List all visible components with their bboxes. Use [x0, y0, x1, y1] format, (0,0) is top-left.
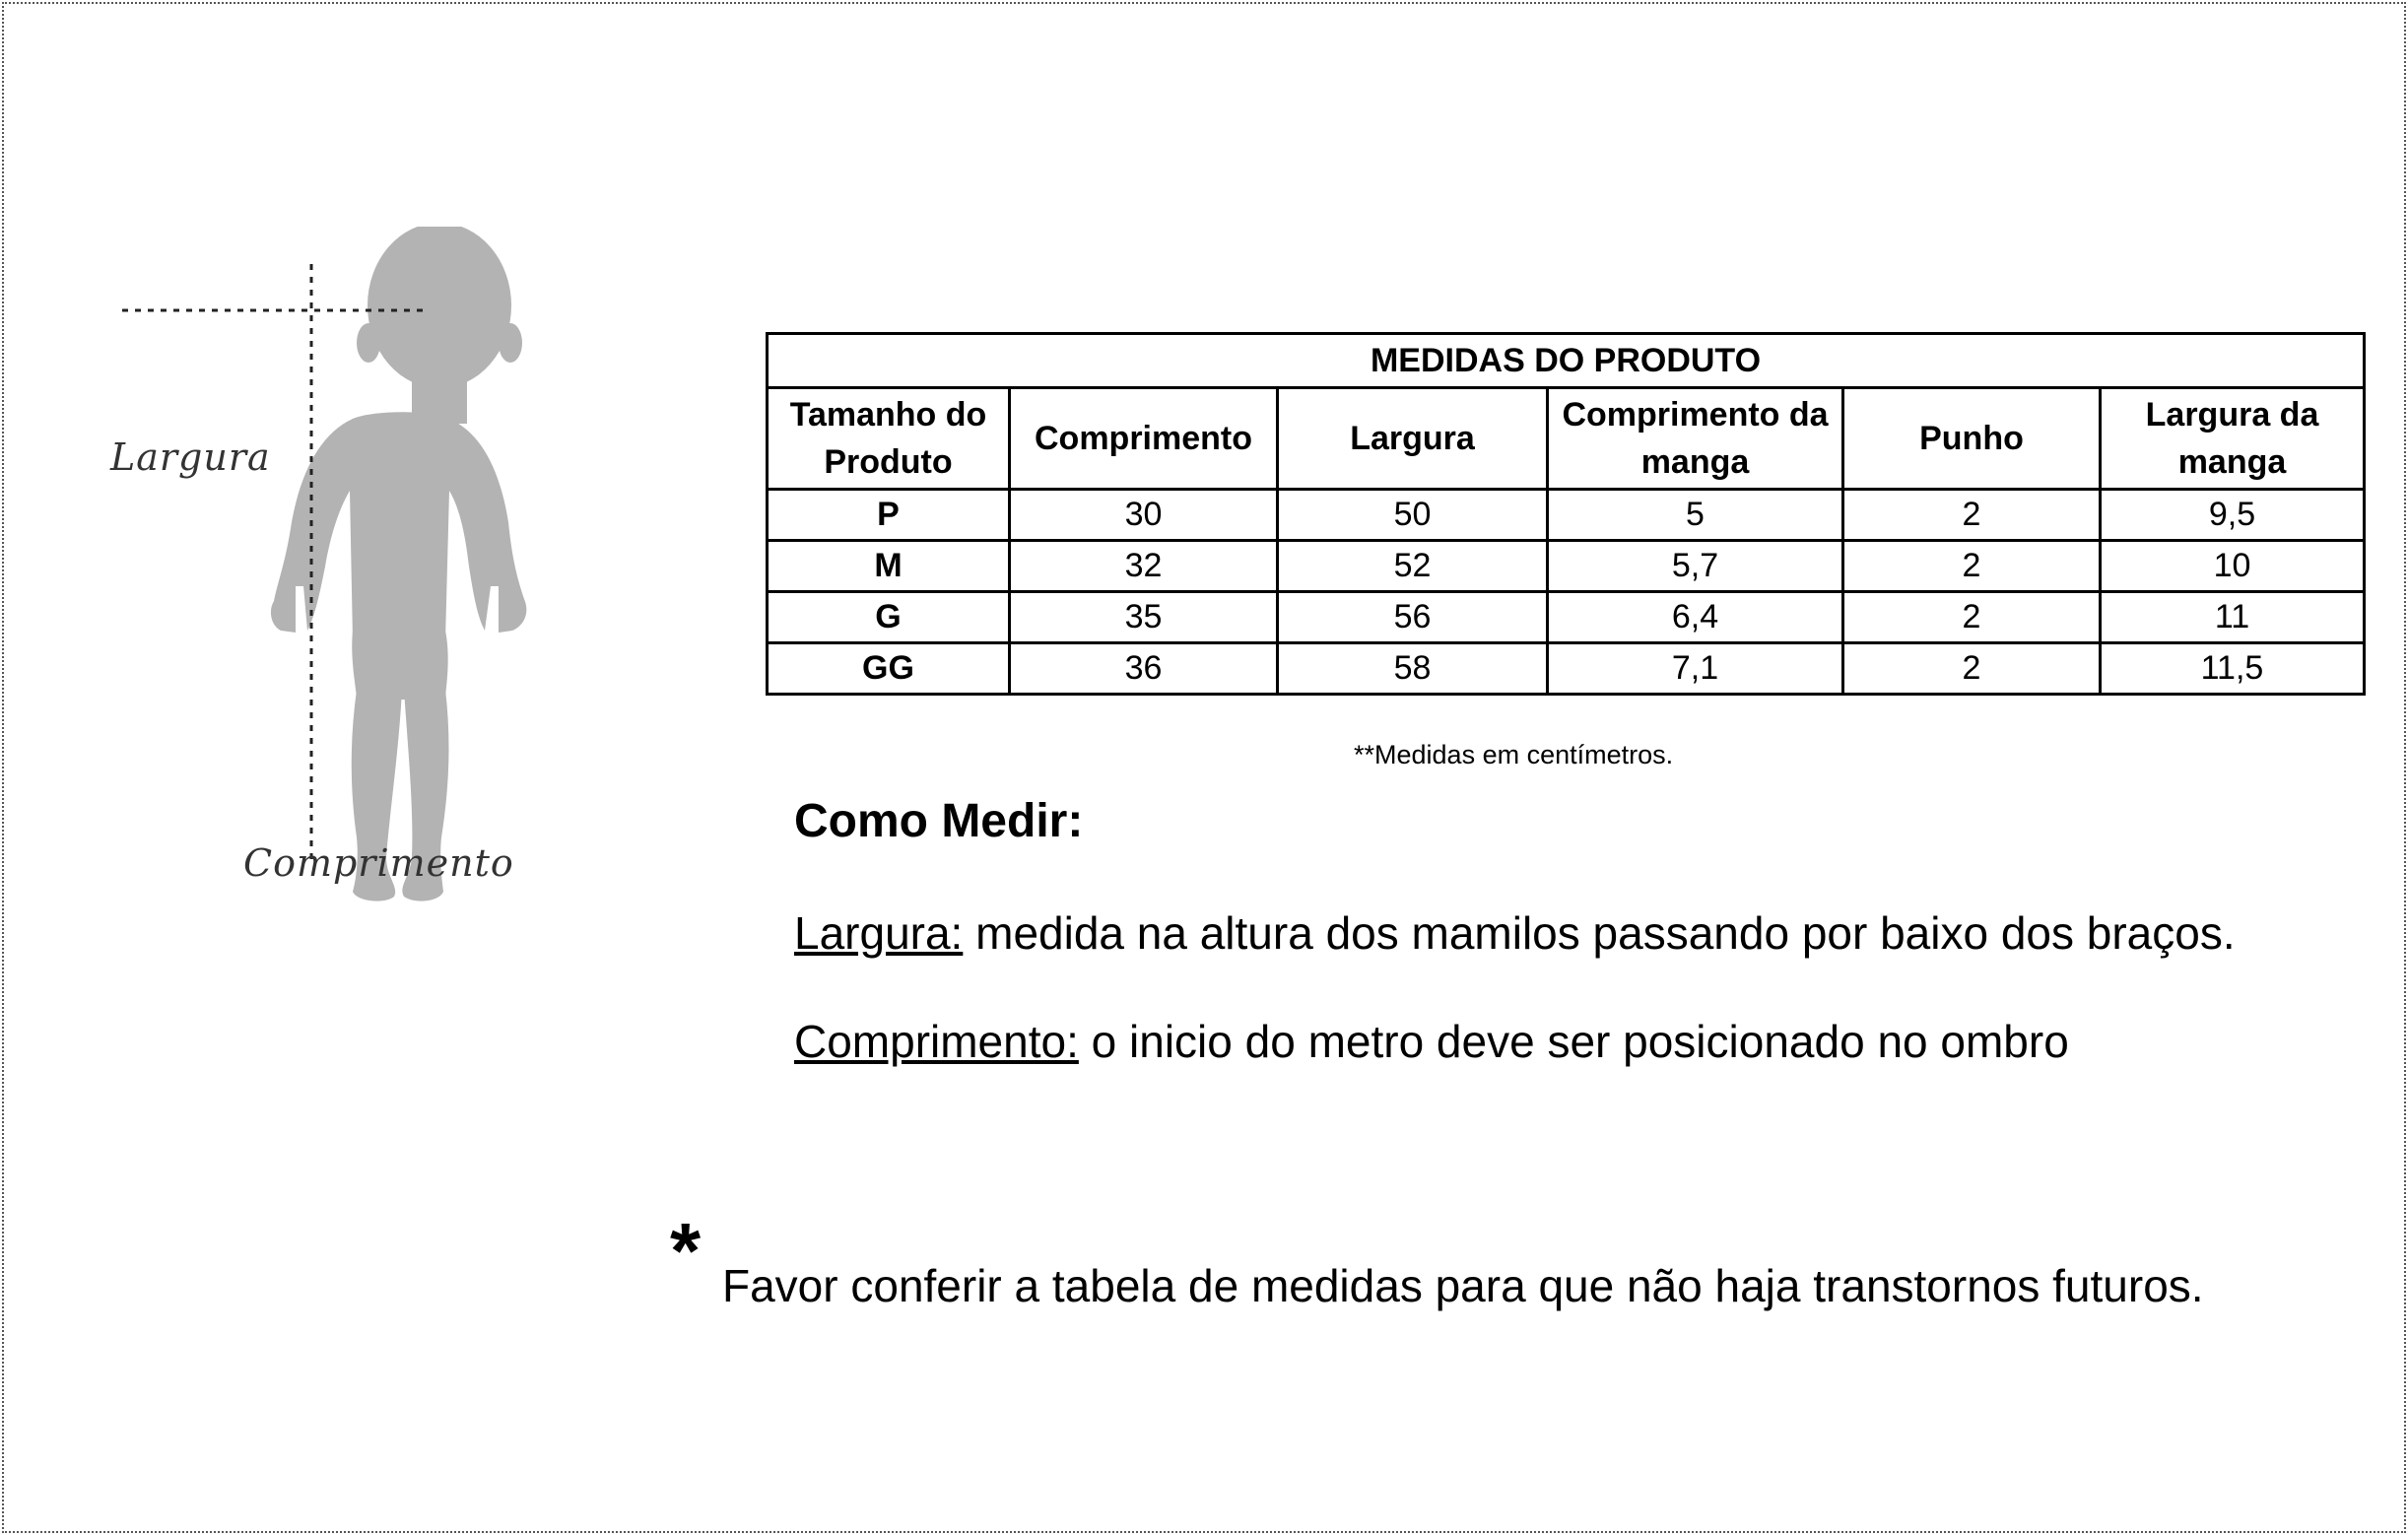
cell-sleeve-width: 10	[2101, 541, 2365, 592]
instruction-largura-term: Largura:	[794, 907, 964, 959]
instruction-largura-text: medida na altura dos mamilos passando por baixo dos braços.	[963, 907, 2236, 959]
baby-silhouette-figure	[99, 227, 650, 916]
units-note: **Medidas em centímetros.	[1354, 740, 1674, 769]
table-title: MEDIDAS DO PRODUTO	[768, 334, 2365, 388]
table-row	[768, 541, 2365, 592]
baby-silhouette-icon	[99, 227, 650, 916]
header-length: Comprimento	[1010, 388, 1278, 490]
cell-size: P	[768, 490, 1010, 541]
instruction-comprimento-term: Comprimento:	[794, 1016, 1079, 1067]
how-to-title: Como Medir:	[794, 795, 1084, 847]
table-row	[768, 592, 2365, 643]
figure-label-comprimento: Comprimento	[243, 841, 514, 885]
header-size: Tamanho do Produto	[768, 388, 1010, 490]
cell-width: 56	[1278, 592, 1548, 643]
instruction-largura	[794, 906, 2236, 960]
warning-text: Favor conferir a tabela de medidas para que não haja transtornos futuros.	[722, 1260, 2204, 1311]
cell-size: M	[768, 541, 1010, 592]
cell-cuff: 2	[1843, 643, 2101, 695]
size-table	[766, 332, 2366, 696]
cell-size: G	[768, 592, 1010, 643]
cell-sleeve-length: 5,7	[1548, 541, 1843, 592]
cell-cuff: 2	[1843, 592, 2101, 643]
figure-label-largura: Largura	[110, 435, 271, 479]
instruction-comprimento-text: o inicio do metro deve ser posicionado no ombro	[1078, 1016, 2069, 1067]
header-sleeve-width: Largura da manga	[2101, 388, 2365, 490]
cell-length: 32	[1010, 541, 1278, 592]
header-cuff: Punho	[1843, 388, 2101, 490]
table-title-row	[768, 334, 2365, 388]
cell-width: 58	[1278, 643, 1548, 695]
cell-sleeve-width: 9,5	[2101, 490, 2365, 541]
cell-sleeve-length: 6,4	[1548, 592, 1843, 643]
cell-width: 50	[1278, 490, 1548, 541]
asterisk-icon: *	[670, 1207, 702, 1295]
cell-cuff: 2	[1843, 490, 2101, 541]
instruction-comprimento	[794, 1015, 2069, 1068]
cell-length: 36	[1010, 643, 1278, 695]
cell-sleeve-length: 5	[1548, 490, 1843, 541]
header-width: Largura	[1278, 388, 1548, 490]
cell-width: 52	[1278, 541, 1548, 592]
cell-size: GG	[768, 643, 1010, 695]
cell-length: 30	[1010, 490, 1278, 541]
table-row	[768, 643, 2365, 695]
table-row	[768, 490, 2365, 541]
cell-sleeve-length: 7,1	[1548, 643, 1843, 695]
cell-cuff: 2	[1843, 541, 2101, 592]
header-sleeve-length: Comprimento da manga	[1548, 388, 1843, 490]
table-header-row	[768, 388, 2365, 490]
cell-sleeve-width: 11,5	[2101, 643, 2365, 695]
cell-sleeve-width: 11	[2101, 592, 2365, 643]
cell-length: 35	[1010, 592, 1278, 643]
